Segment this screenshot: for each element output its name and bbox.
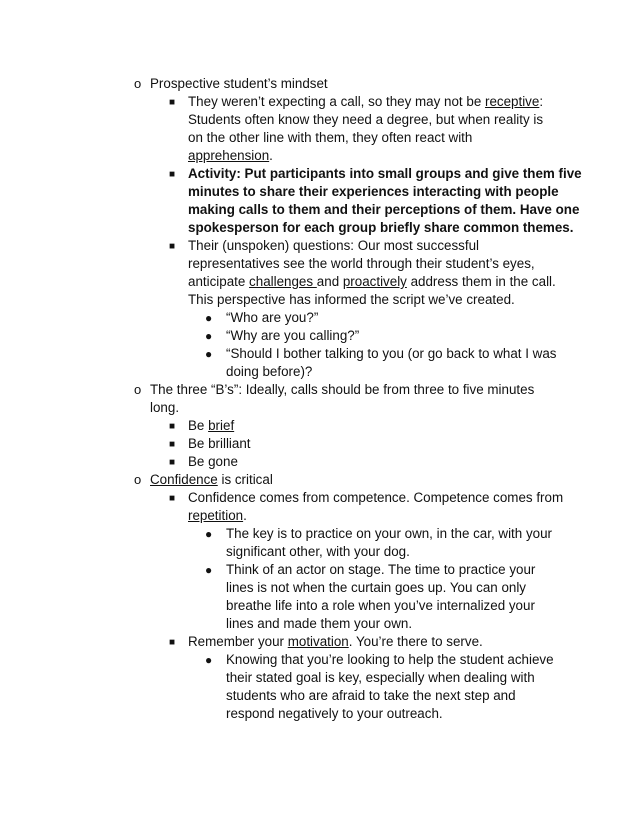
list-item: Be gone <box>188 454 238 469</box>
dot-bullet-icon: ● <box>205 653 213 667</box>
list-item-continuation: This perspective has informed the script we’ve created. <box>188 292 515 307</box>
list-item-continuation: on the other line with them, they often react with <box>188 130 473 145</box>
sub-list-item: Knowing that you’re looking to help the student achieve <box>226 652 554 667</box>
activity-instruction: making calls to them and their perceptions of them. Have one <box>188 202 580 217</box>
list-item: Remember your motivation. You’re there to serve. <box>188 634 483 649</box>
outline-heading-three-bs: The three “B’s”: Ideally, calls should be from three to five minutes <box>150 382 535 397</box>
square-bullet-icon: ■ <box>169 97 176 108</box>
sub-list-item: The key is to practice on your own, in the car, with your <box>226 526 552 541</box>
square-bullet-icon: ■ <box>169 493 176 504</box>
square-bullet-icon: ■ <box>169 457 176 468</box>
dot-bullet-icon: ● <box>205 347 213 361</box>
circle-bullet-icon: o <box>134 76 142 91</box>
list-item: Confidence comes from competence. Competence comes from <box>188 490 564 505</box>
circle-bullet-icon: o <box>134 472 142 487</box>
list-item: Be brilliant <box>188 436 251 451</box>
list-item-continuation: anticipate challenges and proactively address them in the call. <box>188 274 556 289</box>
square-bullet-icon: ■ <box>169 421 176 432</box>
sub-list-item-continuation: significant other, with your dog. <box>226 544 410 559</box>
sub-list-item-continuation: lines and made them your own. <box>226 616 413 631</box>
sub-list-item: Think of an actor on stage. The time to practice your <box>226 562 536 577</box>
square-bullet-icon: ■ <box>169 637 176 648</box>
question-item: “Why are you calling?” <box>226 328 360 343</box>
list-item-continuation: representatives see the world through their student’s eyes, <box>188 256 535 271</box>
square-bullet-icon: ■ <box>169 439 176 450</box>
list-item-continuation: apprehension. <box>188 148 273 163</box>
sub-list-item-continuation: their stated goal is key, especially when dealing with <box>226 670 535 685</box>
activity-instruction: Activity: Put participants into small groups and give them five <box>188 166 582 181</box>
underlined-term: challenges <box>249 274 317 289</box>
sub-list-item-continuation: breathe life into a role when you’ve internalized your <box>226 598 535 613</box>
activity-instruction: spokesperson for each group briefly share common themes. <box>188 220 574 235</box>
list-item: Their (unspoken) questions: Our most successful <box>188 238 479 253</box>
list-item-continuation: repetition. <box>188 508 247 523</box>
underlined-term: receptive <box>484 94 540 109</box>
sub-list-item-continuation: students who are afraid to take the next step and <box>226 688 516 703</box>
square-bullet-icon: ■ <box>169 241 176 252</box>
underlined-term: brief <box>208 418 235 433</box>
outline-heading-confidence: Confidence is critical <box>150 472 273 487</box>
underlined-term: repetition <box>188 508 244 523</box>
underlined-term: Confidence <box>150 472 218 487</box>
circle-bullet-icon: o <box>134 382 142 397</box>
question-item-continuation: doing before)? <box>226 364 313 379</box>
dot-bullet-icon: ● <box>205 329 213 343</box>
sub-list-item-continuation: respond negatively to your outreach. <box>226 706 443 721</box>
outline-heading-continuation: long. <box>150 400 180 415</box>
outline-heading-mindset: Prospective student’s mindset <box>150 76 328 91</box>
dot-bullet-icon: ● <box>205 563 213 577</box>
dot-bullet-icon: ● <box>205 527 213 541</box>
underlined-term: apprehension <box>188 148 270 163</box>
activity-instruction: minutes to share their experiences interacting with people <box>188 184 559 199</box>
list-item: Be brief <box>188 418 235 433</box>
underlined-term: proactively <box>342 274 407 289</box>
list-item: They weren’t expecting a call, so they may not be receptive: <box>188 94 544 109</box>
dot-bullet-icon: ● <box>205 311 213 325</box>
question-item: “Should I bother talking to you (or go back to what I was <box>226 346 557 361</box>
square-bullet-icon: ■ <box>169 169 176 180</box>
underlined-term: motivation <box>287 634 349 649</box>
list-item-continuation: Students often know they need a degree, but when reality is <box>188 112 544 127</box>
sub-list-item-continuation: lines is not when the curtain goes up. You can only <box>226 580 527 595</box>
question-item: “Who are you?” <box>226 310 319 325</box>
